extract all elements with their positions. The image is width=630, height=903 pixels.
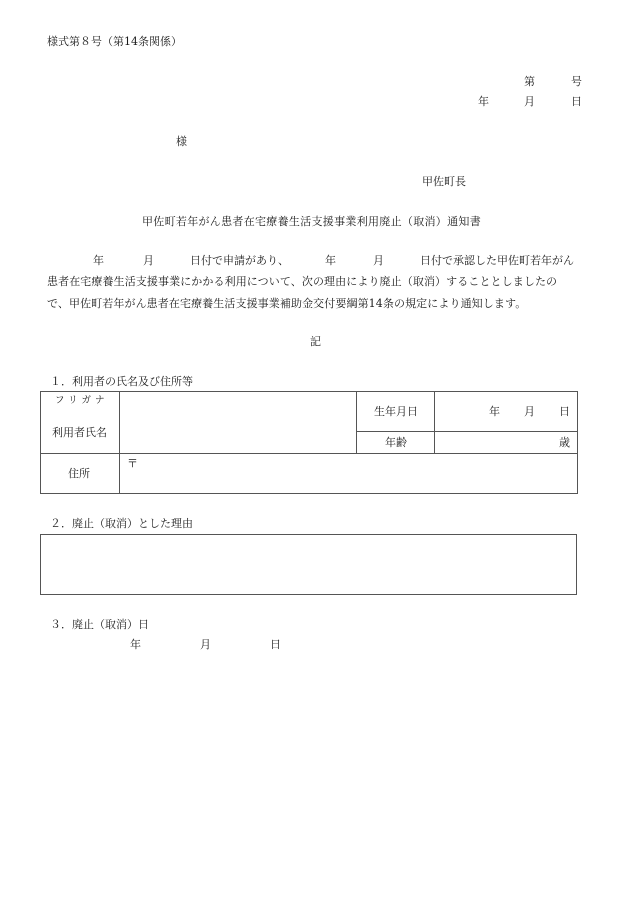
body-text-1: 日付で申請があり、	[190, 254, 289, 267]
birth-day: 日	[559, 405, 570, 418]
cancel-date-month: 月	[200, 638, 211, 651]
table-row-divider-address	[40, 453, 578, 454]
postal-mark: 〒	[127, 457, 138, 470]
age-unit: 歳	[559, 436, 570, 449]
document-title: 甲佐町若年がん患者在宅療養生活支援事業利用廃止（取消）通知書	[142, 215, 481, 228]
section2-heading: ２．廃止（取消）とした理由	[50, 517, 193, 530]
furigana-label: フリガナ	[55, 395, 109, 406]
doc-number-go: 号	[571, 75, 582, 88]
body-month-1: 月	[143, 254, 154, 267]
issuer: 甲佐町長	[422, 175, 466, 188]
birth-year: 年	[489, 405, 500, 418]
doc-number-dai: 第	[524, 75, 535, 88]
date-day: 日	[571, 95, 582, 108]
ki-heading: 記	[310, 335, 321, 348]
form-number: 様式第８号（第14条関係）	[47, 35, 182, 48]
body-year-2: 年	[325, 254, 336, 267]
date-month: 月	[524, 95, 535, 108]
section1-heading: １．利用者の氏名及び住所等	[50, 375, 193, 388]
body-line-2: 患者在宅療養生活支援事業にかかる利用について、次の理由により廃止（取消）することとしましたの	[47, 275, 558, 288]
address-label: 住所	[68, 467, 90, 480]
body-year-1: 年	[93, 254, 104, 267]
body-line-3: で、甲佐町若年がん患者在宅療養生活支援事業補助金交付要綱第14条の規定により通知します。	[47, 297, 527, 310]
birth-month: 月	[524, 405, 535, 418]
section3-heading: ３．廃止（取消）日	[50, 618, 149, 631]
table-divider-label	[119, 391, 120, 494]
age-label: 年齢	[385, 436, 407, 449]
addressee-suffix: 様	[176, 135, 187, 148]
table-divider-name	[356, 391, 357, 453]
body-month-2: 月	[373, 254, 384, 267]
date-year: 年	[478, 95, 489, 108]
table-row-divider-age	[356, 431, 578, 432]
body-text-2: 日付で承認した甲佐町若年がん	[420, 254, 574, 267]
table-divider-birth	[434, 391, 435, 453]
birthdate-label: 生年月日	[374, 405, 418, 418]
cancel-date-day: 日	[270, 638, 281, 651]
user-name-label: 利用者氏名	[52, 426, 107, 439]
cancel-date-year: 年	[130, 638, 141, 651]
reason-box	[40, 534, 577, 595]
